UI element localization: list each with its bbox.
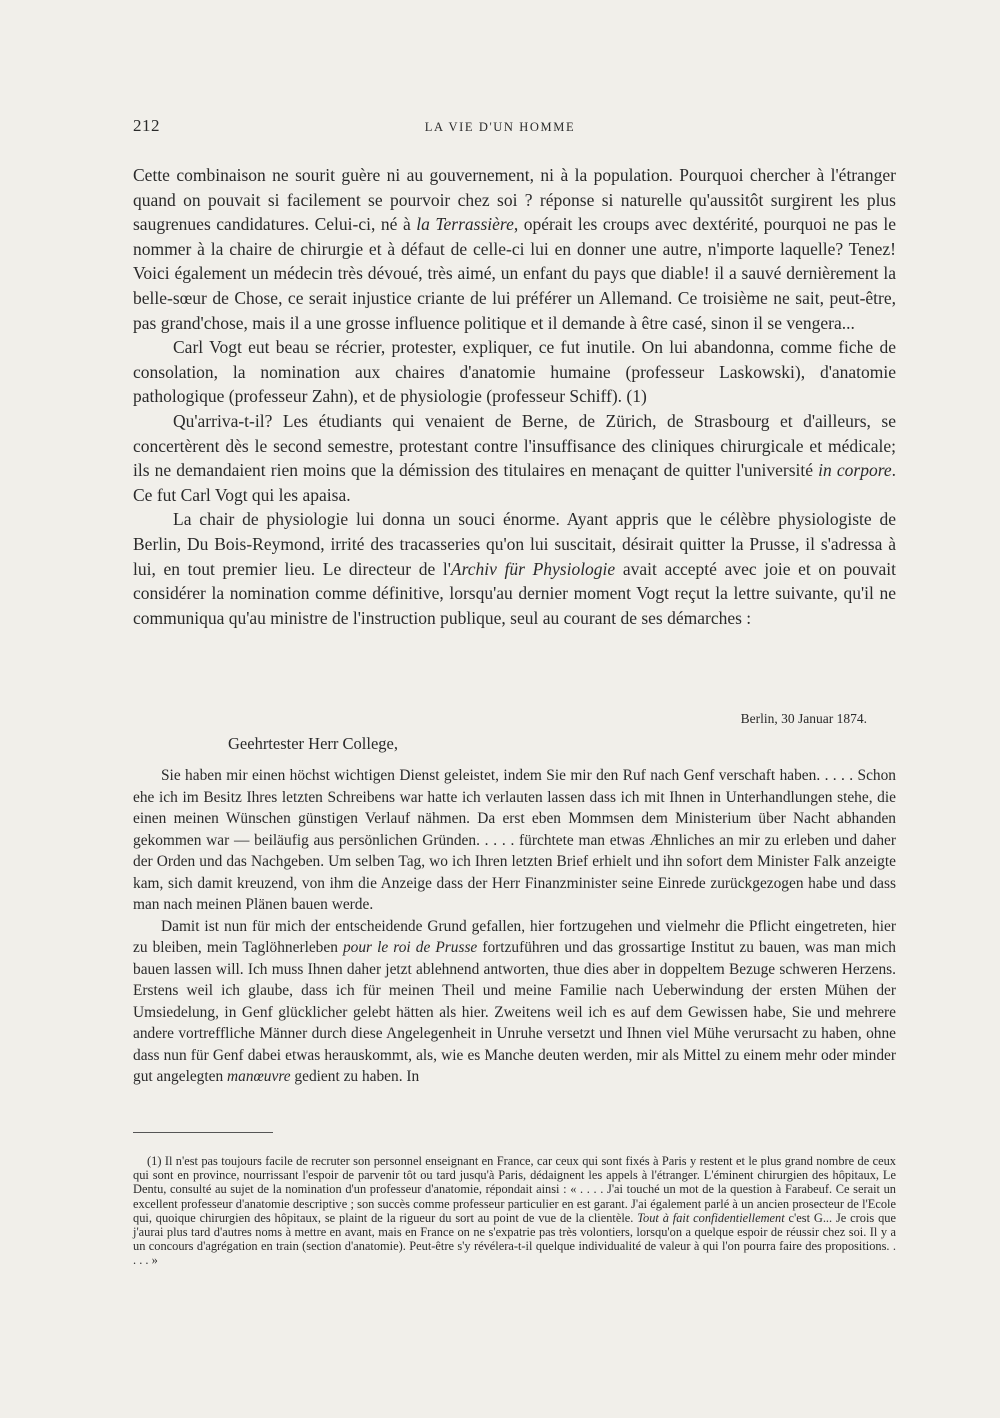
footnote-1: (1) Il n'est pas toujours facile de recruter son personnel enseignant en France, car ceux qui sont fixés à Paris y restent et le plus grand nombre de ceux qui sont en province, nourrissant l'espoir de parvenir tôt ou tard jusqu'à Paris, dédaignent les appels à l'étranger. L'éminent chirurgien des hôpitaux, Le Dentu, consulté au sujet de la nomination d'un professeur d'anatomie, répondait ainsi : « . . . . J'ai touché un mot de la question à Farabeuf. Ce serait un excellent professeur d'anatomie descriptive ; son succès comme professeur particulier en est garant. J'ai également parlé à un ancien prosecteur de l'Ecole qui, quoique chirurgien des hôpitaux, se plaint de la rigueur du sort au point de vue de la clientèle. Tout à fait confidentiellement c'est G... Je crois que j'aurai plus tard d'autres noms à mettre en avant, mais en France on ne s'expatrie pas très volontiers, lorsqu'on a quelque espoir de réussir chez soi. Il y a un concours d'agrégation en train (section d'anatomie). Peut-être s'y révélera-t-il quelque individualité de valeur à qui l'on pourra faire des propositions. . . . . »: [133, 1154, 896, 1268]
emphasis-confidentiellement: Tout à fait confidentiellement: [637, 1210, 785, 1225]
emphasis-manoeuvre: manœuvre: [227, 1068, 291, 1085]
emphasis-roi-de-prusse: pour le roi de Prusse: [342, 939, 478, 956]
letter-paragraph-1: Sie haben mir einen höchst wichtigen Dienst geleistet, indem Sie mir den Ruf nach Genf verschaft haben. . . . . Schon ehe ich im Besitz Ihres letzten Schreibens war hatte ich verlauten lassen dass ich mit Ihnen in Unterhandlungen stehe, die einen meinen Wünschen günstigen Verlauf nähmen. Da erst eben Mommsen dem Ministerium über Nacht abhanden gekommen war — beiläufig aus persönlichen Gründen. . . . . fürchtete man etwas Æhnliches an mir zu erleben und daher der Orden und das Nachgeben. Um selben Tag, wo ich Ihren letzten Brief erhielt und ihn sofort dem Minister Falk anzeigte kam, sich damit kreuzend, von ihm die Anzeige dass der Herr Finanzminister seine Einrede zurückgezogen habe und dass man nach meinen Plänen bauen werde.: [133, 767, 896, 913]
letter-date: Berlin, 30 Januar 1874.: [740, 711, 867, 726]
footnote: [133, 1154, 896, 1268]
paragraph-3: Qu'arriva-t-il? Les étudiants qui venaient de Berne, de Zürich, de Strasbourg et d'ailleurs, se concertèrent dès le second semestre, protestant contre l'insuffisance des cliniques chirurgicale et médicale; ils ne demandaient rien moins que la démission des titulaires en menaçant de quitter l'université in corpore. Ce fut Carl Vogt qui les apaisa.: [133, 410, 896, 505]
page-number: 212: [133, 116, 160, 135]
paragraph-2: Carl Vogt eut beau se récrier, protester, expliquer, ce fut inutile. On lui abandonna, comme fiche de consolation, la nomination aux chaires d'anatomie humaine (professeur Laskowski), d'anatomie pathologique (professeur Zahn), et de physiologie (professeur Schiff). (1): [133, 337, 896, 407]
paragraph-4: La chair de physiologie lui donna un souci énorme. Ayant appris que le célèbre physiologiste de Berlin, Du Bois-Reymond, irrité des tracasseries qu'on lui suscitait, désirait quitter la Prusse, il s'adressa à lui, en tout premier lieu. Le directeur de l'Archiv für Physiologie avait accepté avec joie et on pouvait considérer la nomination comme définitive, lorsqu'au dernier moment Vogt reçut la lettre suivante, qu'il ne communiqua qu'au ministre de l'instruction publique, seul au courant de ses démarches :: [133, 509, 896, 628]
main-text: [133, 163, 896, 630]
letter-paragraph-2: Damit ist nun für mich der entscheidende Grund gefallen, hier fortzugehen und vielmehr die Pflicht eingetreten, hier zu bleiben, mein Taglöhnerleben pour le roi de Prusse fortzuführen und das grossartige Institut zu bauen, was man mich bauen lassen will. Ich muss Ihnen daher jetzt ablehnend antworten, thue dies aber in doppeltem Bezuge schweren Herzens. Erstens weil ich glaube, dass ich für meinen Theil und meine Familie nach Ueberwindung der ersten Mühen der Umsiedelung, in Genf glücklicher gelebt hätten als hier. Zweitens weil ich es auf dem Gewissen habe, Sie und mehrere andere vortreffliche Männer durch diese Angelegenheit in Unruhe versetzt und Ihnen viel Mühe verursacht zu haben, ohne dass nun für Genf dabei etwas herauskommt, als, wie es Manche deuten werden, mir als Mittel zu einem mehr oder minder gut angelegten manœuvre gedient zu haben. In: [133, 917, 896, 1085]
emphasis-archiv: Archiv für Physiologie: [450, 558, 616, 579]
emphasis-terrassiere: la Terrassière: [416, 214, 514, 235]
letter-salutation: Geehrtester Herr College,: [228, 734, 398, 753]
footnote-rule: [133, 1132, 273, 1133]
paragraph-1: Cette combinaison ne sourit guère ni au gouvernement, ni à la population. Pourquoi chercher à l'étranger quand on pouvait si facilement se pourvoir chez soi ? réponse si naturelle qu'aussitôt surgirent les plus saugrenues candidatures. Celui-ci, né à la Terrassière, opérait les croups avec dextérité, pourquoi ne pas le nommer à la chaire de chirurgie et à défaut de celle-ci lui en donner une autre, n'importe laquelle? Tenez! Voici également un médecin très dévoué, très aimé, un enfant du pays que diable! il a sauvé dernièrement la belle-sœur de Chose, ce serait injustice criante de lui préférer un Allemand. Ce troisième ne sait, peut-être, pas grand'chose, mais il a une grosse influence politique et il demande à être casé, sinon il se vengera...: [133, 165, 896, 333]
letter-text: [133, 765, 896, 1088]
emphasis-in-corpore: in corpore: [818, 460, 892, 481]
running-title: LA VIE D'UN HOMME: [424, 120, 576, 134]
